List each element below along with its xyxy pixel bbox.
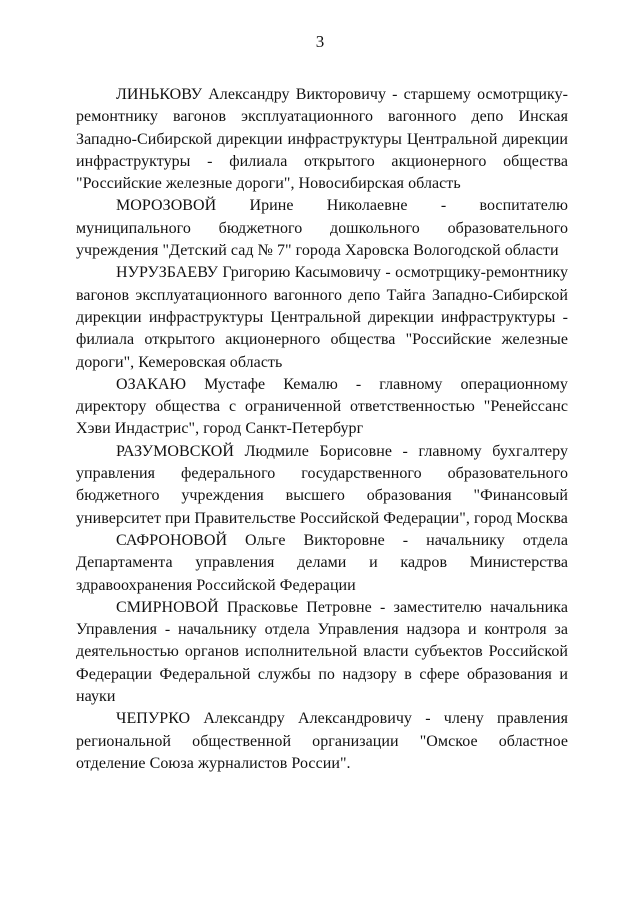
award-list	[76, 84, 568, 775]
list-item: САФРОНОВОЙ Ольге Викторовне - начальнику отдела Департамента управления делами и кадров Министерства здравоохранения Российской Федерации	[76, 531, 568, 594]
list-item: ОЗАКАЮ Мустафе Кемалю - главному операционному директору общества с ограниченной ответственностью "Ренейссанс Хэви Индастрис", город Санкт-Петербург	[76, 375, 568, 438]
page-number: 3	[315, 32, 325, 51]
list-item: ЧЕПУРКО Александру Александровичу - члену правления региональной общественной организации "Омское областное отделение Союза журналистов России".	[76, 710, 568, 772]
list-item: МОРОЗОВОЙ Ирине Николаевне - воспитателю муниципального бюджетного дошкольного образовательного учреждения "Детский сад № 7" города Харовска Вологодской области	[76, 197, 568, 260]
list-item: РАЗУМОВСКОЙ Людмиле Борисовне - главному бухгалтеру управления федерального государственного образовательного бюджетного учреждения высшего образования "Финансовый университет при Правительстве Российской Федерации", город Москва	[76, 442, 568, 527]
list-item: НУРУЗБАЕВУ Григорию Касымовичу - осмотрщику-ремонтнику вагонов эксплуатационного вагонного депо Тайга Западно-Сибирской дирекции инфраструктуры Центральной дирекции инфраструктуры - филиала открытого акционерного общества "Российские железные дороги", Кемеровская область	[76, 264, 568, 371]
list-item: ЛИНЬКОВУ Александру Викторовичу - старшему осмотрщику-ремонтнику вагонов эксплуатационного вагонного депо Инская Западно-Сибирской дирекции инфраструктуры Центральной дирекции инфраструктуры - филиала открытого акционерного общества "Российские железные дороги", Новосибирская область	[76, 86, 568, 193]
list-item: СМИРНОВОЙ Прасковье Петровне - заместителю начальника Управления - начальнику отдела Управления надзора и контроля за деятельностью органов исполнительной власти субъектов Российской Федерации Федеральной службы по надзору в сфере образования и науки	[76, 598, 568, 706]
